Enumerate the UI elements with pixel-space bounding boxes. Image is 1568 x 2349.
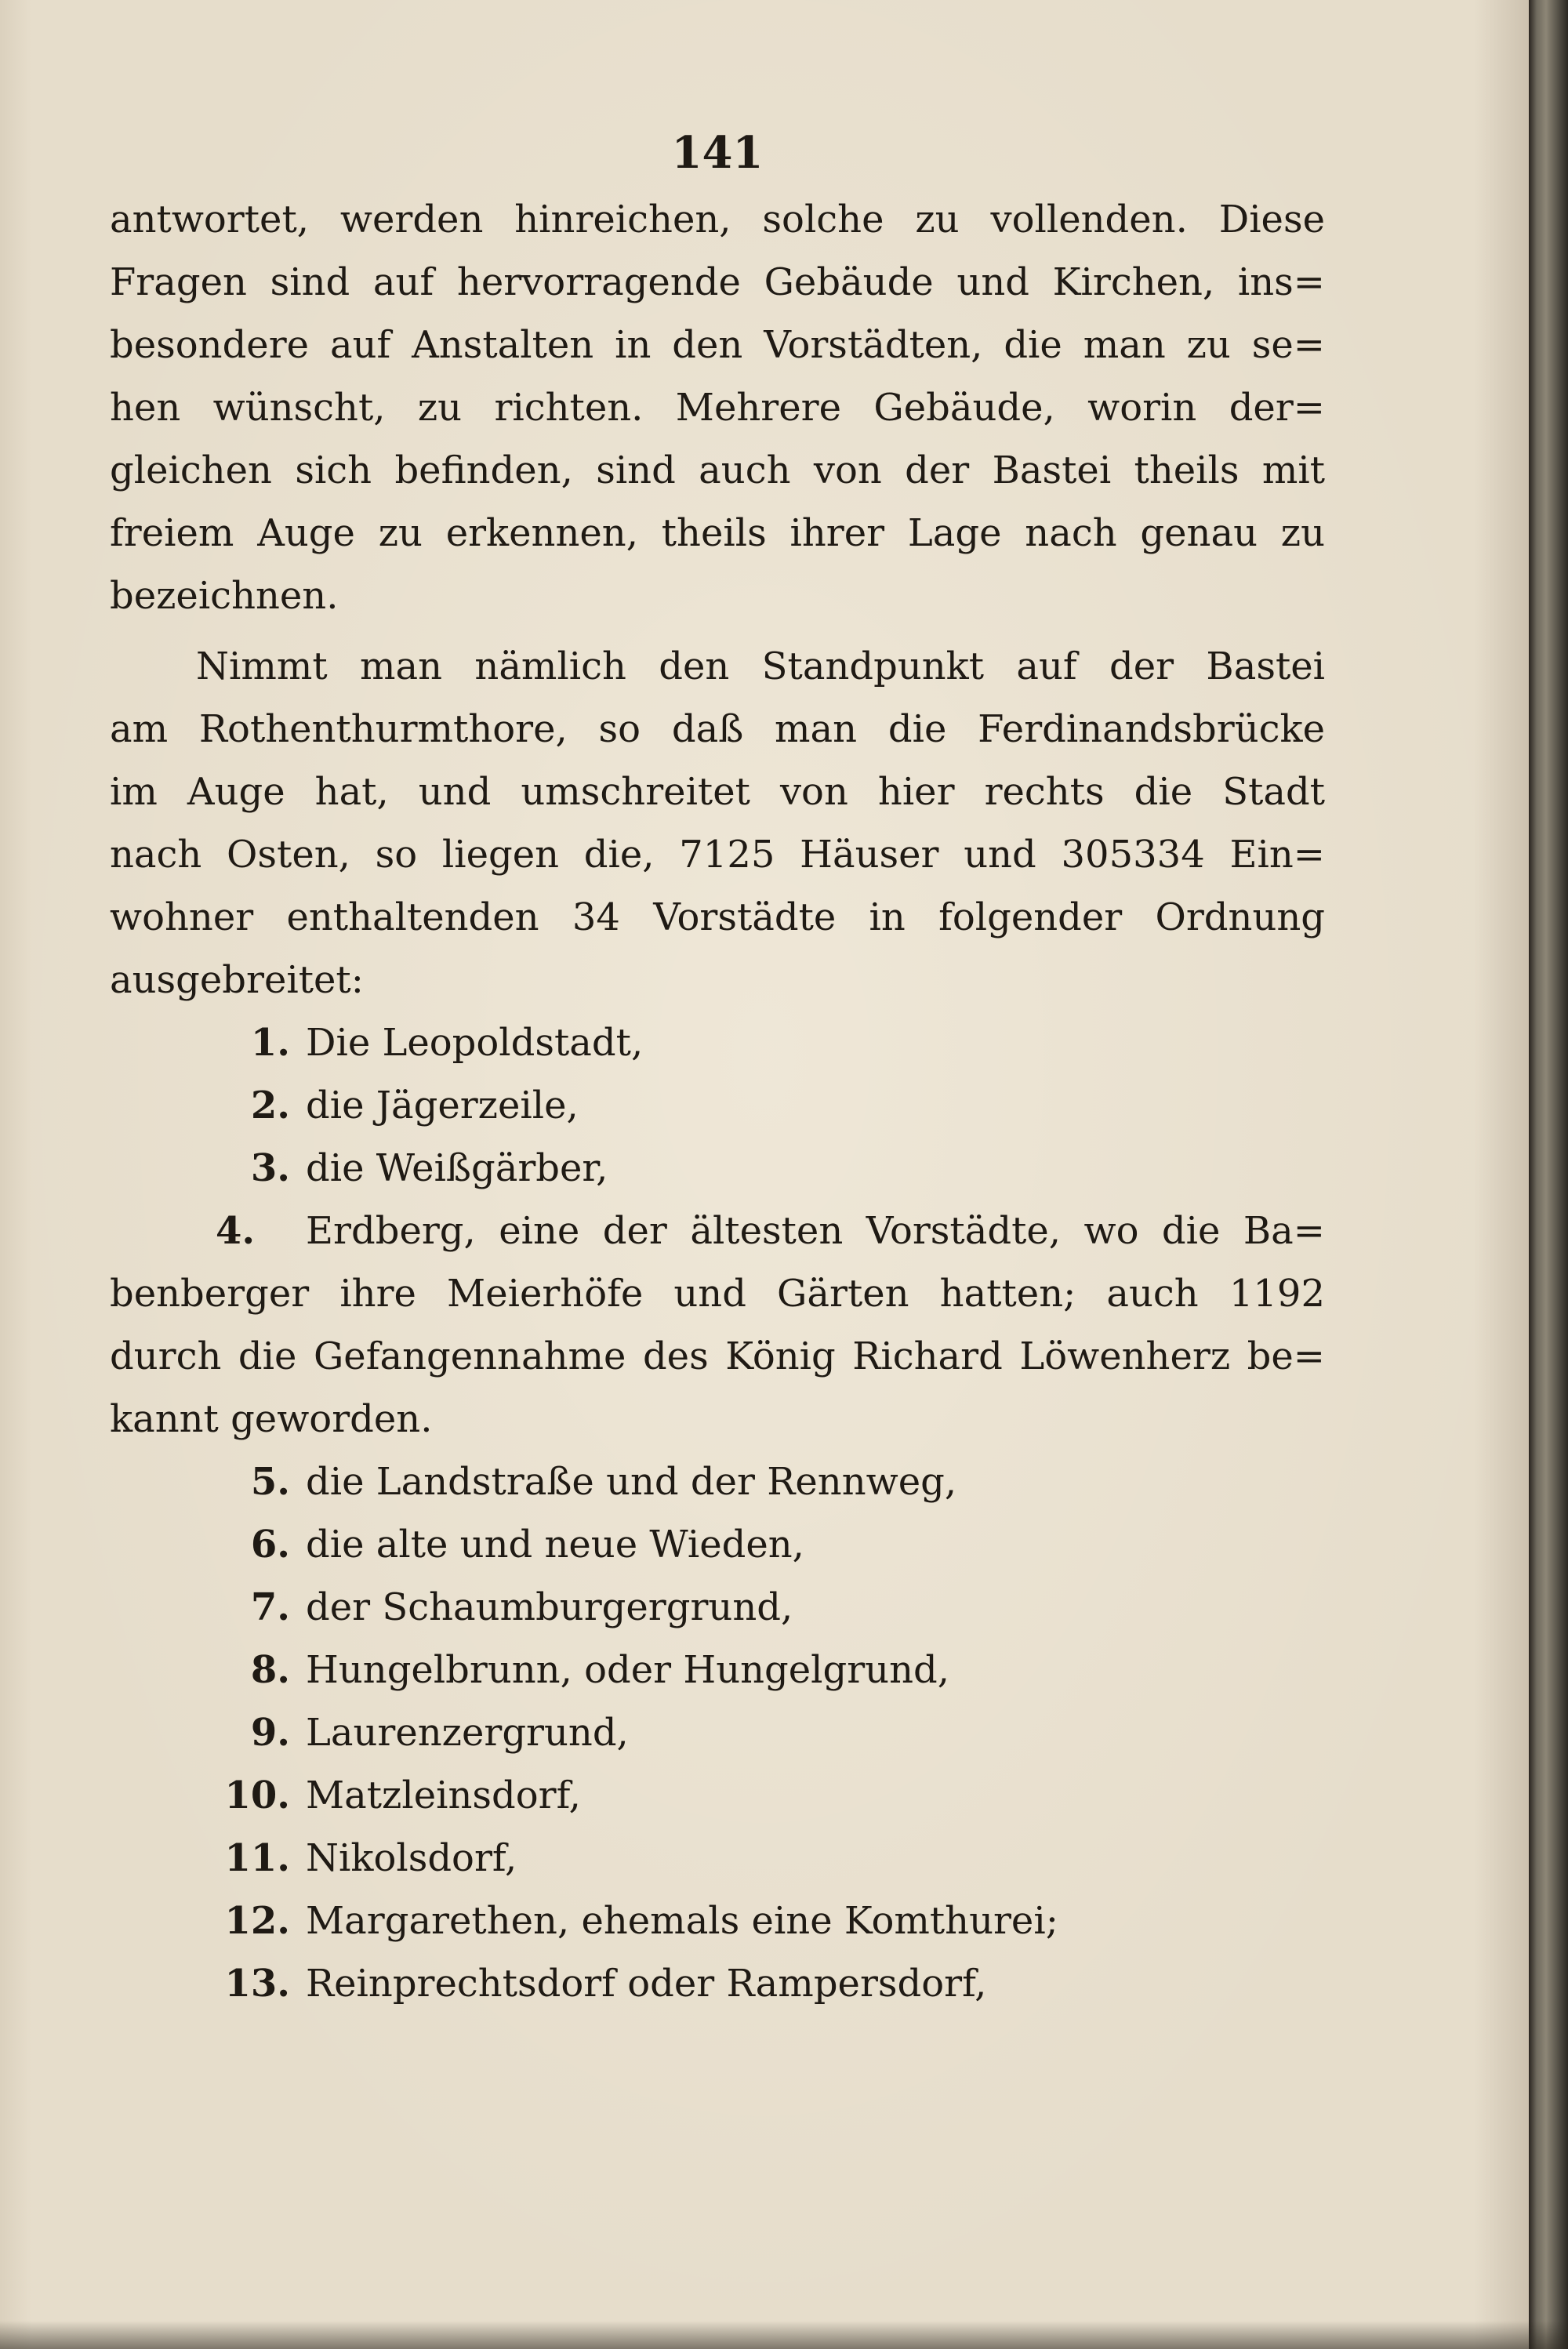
paragraph-continued: [110, 188, 1325, 627]
text-line: freiem Auge zu erkennen, theils ihrer Lage nach genau zu: [110, 511, 1325, 555]
text-line: bezeichnen.: [110, 574, 339, 618]
page-bottom-shadow: [0, 2321, 1568, 2349]
list-text: Nikolsdorf,: [306, 1836, 517, 1880]
list-text: Margarethen, ehemals eine Komthurei;: [306, 1899, 1058, 1943]
list-number: 8.: [250, 1648, 290, 1692]
text-block: [110, 125, 1325, 2015]
suburb-list: [110, 1011, 1325, 2015]
book-binding-edge: [1529, 0, 1568, 2349]
list-item: [110, 1952, 1325, 2015]
list-item: [110, 1701, 1325, 1764]
list-text: Die Leopoldstadt,: [306, 1021, 644, 1065]
list-number: 1.: [250, 1021, 290, 1065]
text-line: hen wünscht, zu richten. Mehrere Gebäude, worin der=: [110, 386, 1325, 430]
list-continuation-line: durch die Gefangennahme des König Richard Löwenherz be=: [110, 1334, 1325, 1378]
list-item: [110, 1137, 1325, 1200]
text-line: gleichen sich befinden, sind auch von der Bastei theils mit: [110, 448, 1325, 492]
list-text: Matzleinsdorf,: [306, 1774, 581, 1817]
list-number: 12.: [224, 1899, 290, 1943]
text-line: im Auge hat, und umschreitet von hier rechts die Stadt: [110, 770, 1325, 814]
list-item: [110, 1576, 1325, 1639]
text-line: Fragen sind auf hervorragende Gebäude und Kirchen, ins=: [110, 260, 1325, 304]
list-number: 3.: [250, 1146, 290, 1190]
list-text: Hungelbrunn, oder Hungelgrund,: [306, 1648, 949, 1692]
text-line: antwortet, werden hinreichen, solche zu vollenden. Diese: [110, 198, 1325, 241]
list-number: 5.: [250, 1460, 290, 1504]
page-number: 141: [671, 127, 764, 179]
list-text: die Landstraße und der Rennweg,: [306, 1460, 957, 1504]
list-item: [110, 1513, 1325, 1576]
text-line: am Rothenthurmthore, so daß man die Ferdinandsbrücke: [110, 707, 1325, 751]
list-item: [110, 1011, 1325, 1074]
text-line: Nimmt man nämlich den Standpunkt auf der Bastei: [196, 644, 1325, 688]
list-item: [110, 1200, 1325, 1450]
list-continuation-line: benberger ihre Meierhöfe und Gärten hatten; auch 1192: [110, 1272, 1325, 1316]
paragraph-standpoint: [110, 635, 1325, 1011]
text-line: ausgebreitet:: [110, 958, 364, 1002]
list-text: die Weißgärber,: [306, 1146, 608, 1190]
list-number: 13.: [224, 1962, 290, 2006]
text-line: nach Osten, so liegen die, 7125 Häuser und 305334 Ein=: [110, 833, 1325, 877]
text-line: wohner enthaltenden 34 Vorstädte in folgender Ordnung: [110, 895, 1325, 939]
list-text: Reinprechtsdorf oder Rampersdorf,: [306, 1962, 987, 2006]
list-text: Erdberg, eine der ältesten Vorstädte, wo die Ba=: [306, 1209, 1325, 1253]
list-number: 4.: [216, 1209, 256, 1253]
list-number: 7.: [250, 1585, 290, 1629]
list-continuation-line: kannt geworden.: [110, 1397, 433, 1441]
list-item: [110, 1450, 1325, 1513]
list-line: [110, 1200, 1325, 1262]
list-item: [110, 1890, 1325, 1952]
list-text: die Jägerzeile,: [306, 1084, 579, 1127]
list-item: [110, 1639, 1325, 1701]
list-number: 11.: [224, 1836, 290, 1880]
list-number: 6.: [250, 1523, 290, 1567]
list-item: [110, 1764, 1325, 1827]
list-number: 9.: [250, 1711, 290, 1755]
text-line: besondere auf Anstalten in den Vorstädten, die man zu se=: [110, 323, 1325, 367]
list-number: 10.: [224, 1774, 290, 1817]
list-text: der Schaumburgergrund,: [306, 1585, 793, 1629]
list-item: [110, 1074, 1325, 1137]
list-text: Laurenzergrund,: [306, 1711, 629, 1755]
list-text: die alte und neue Wieden,: [306, 1523, 804, 1567]
list-number: 2.: [250, 1084, 290, 1127]
list-item: [110, 1827, 1325, 1890]
